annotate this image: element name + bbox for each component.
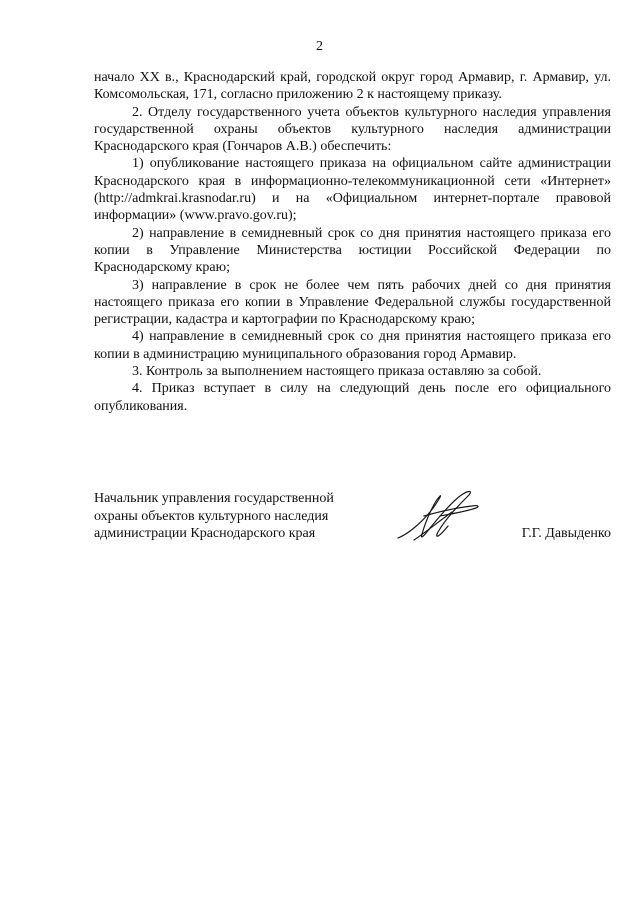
signer-title-line: охраны объектов культурного наследия [94, 508, 329, 524]
paragraph-continuation: начало XX в., Краснодарский край, городской округ город Армавир, г. Армавир, ул. Комсомольская, 171, согласно приложению 2 к настоящему приказу. [94, 70, 611, 103]
signer-name: Г.Г. Давыденко [521, 526, 611, 541]
paragraph-item-3: 3. Контроль за выполнением настоящего приказа оставляю за собой. [132, 364, 542, 380]
signer-title-line: администрации Краснодарского края [94, 526, 316, 541]
paragraph-item-2: 2. Отделу государственного учета объектов культурного наследия управления государственной охраны объектов культурного наследия администрации Краснодарского края (Гончаров А.В.) обеспечить: [94, 104, 611, 155]
handwritten-signature [394, 486, 494, 546]
signer-title-line: Начальник управления государственной [94, 491, 334, 506]
paragraph-subitem-4: 4) направление в семидневный срок со дня принятия настоящего приказа его копии в администрацию муниципального образования город Армавир. [94, 329, 611, 362]
page-number: 2 [316, 39, 323, 54]
document-body [94, 69, 611, 415]
paragraph-item-4: 4. Приказ вступает в силу на следующий день после его официального опубликования. [94, 381, 611, 414]
signature-block [94, 490, 611, 560]
paragraph-subitem-2: 2) направление в семидневный срок со дня принятия настоящего приказа его копии в Управление Министерства юстиции Российской Федерации по Краснодарскому краю; [94, 225, 611, 276]
signer-title [94, 490, 394, 543]
paragraph-subitem-1: 1) опубликование настоящего приказа на официальном сайте администрации Краснодарского края в информационно-телекоммуникационной сети «Интернет» (http://admkrai.krasnodar.ru) и на «Официальном интернет-портале правовой информации» (www.pravo.gov.ru); [94, 156, 611, 224]
paragraph-subitem-3: 3) направление в срок не более чем пять рабочих дней со дня принятия настоящего приказа его копии в Управление Федеральной службы государственной регистрации, кадастра и картографии по Краснодарскому краю; [94, 277, 611, 328]
